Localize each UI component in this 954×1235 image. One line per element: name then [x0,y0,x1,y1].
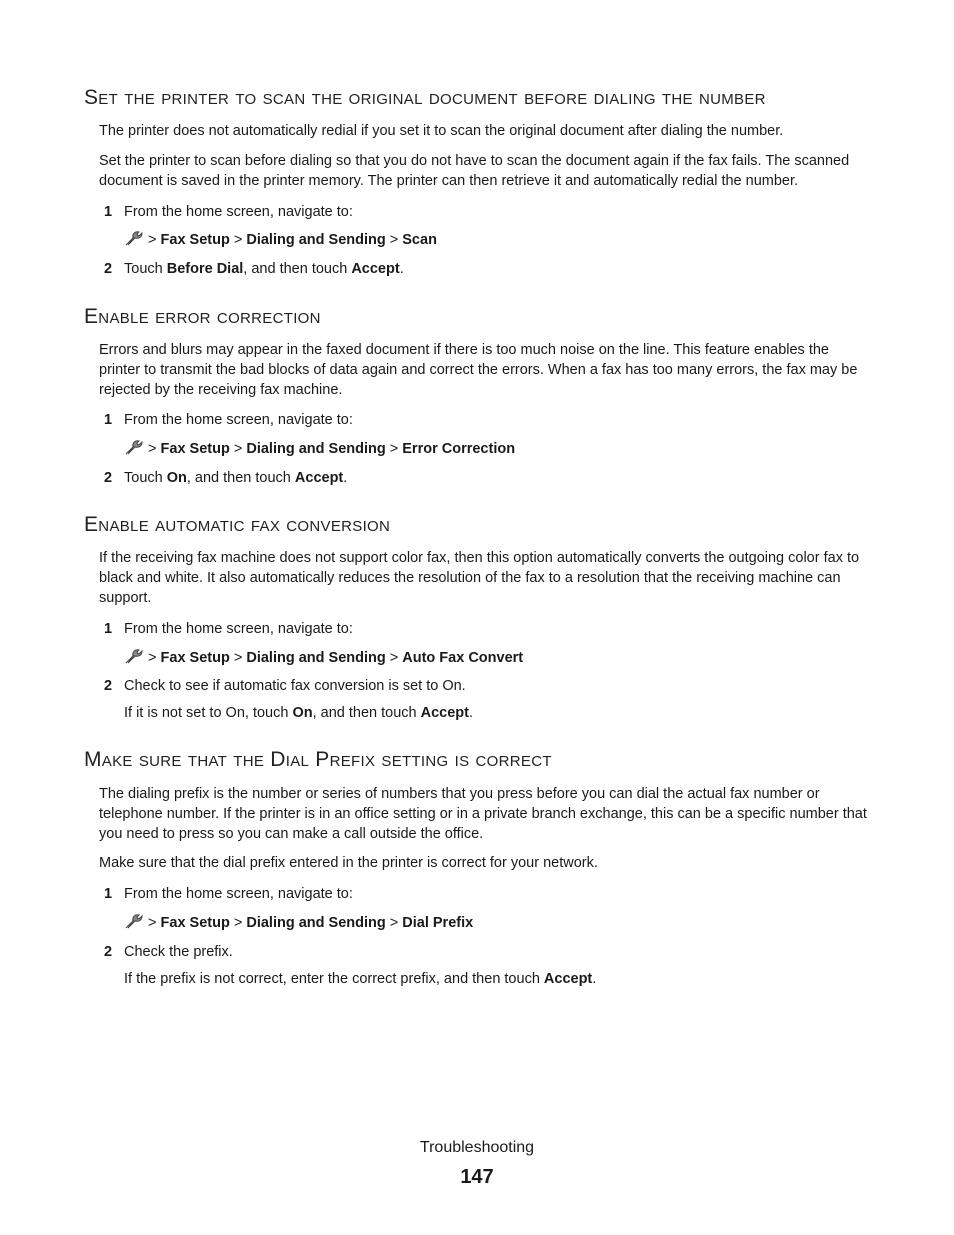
option-label: Accept [351,261,400,277]
step-number: 2 [104,944,113,960]
path-separator: > [233,232,243,248]
footer-section-label: Troubleshooting [419,1139,535,1156]
step-text: , and then touch [243,261,352,277]
path-separator: > [148,915,157,931]
step-text: From the home screen, navigate to: [124,204,353,220]
menu-item: Error Correction [402,441,516,457]
path-separator: > [389,650,399,666]
step-text: From the home screen, navigate to: [124,886,353,902]
path-separator: > [148,232,157,248]
step-text: Touch [124,261,167,277]
option-label: On [166,470,187,486]
step-text: From the home screen, navigate to: [124,412,353,428]
option-label: On [292,705,313,721]
step-text: Check to see if automatic fax conversion is set to On. [124,678,466,694]
step-2 [104,677,874,696]
menu-item: Dialing and Sending [246,232,386,248]
step-number: 1 [104,886,113,902]
path-separator: > [389,232,399,248]
paragraph: Set the printer to scan before dialing so that you do not have to scan the document again if the fax fails. The scanned document is saved in the printer memory. The printer can then retrieve it and automatically redial the number. [99,153,850,189]
step-1 [104,203,874,222]
step-text: From the home screen, navigate to: [124,621,353,637]
path-separator: > [233,650,243,666]
wrench-icon [124,912,144,930]
menu-item: Scan [402,232,437,248]
option-label: Accept [294,470,344,486]
step-2 [104,469,874,488]
option-label: Accept [543,971,593,987]
note-text: , and then touch [312,705,421,721]
menu-item: Fax Setup [160,441,230,457]
path-separator: > [389,915,399,931]
step-1 [104,885,874,904]
step-number: 1 [104,412,113,428]
note-text: . [468,705,474,721]
step-text: Touch [124,470,167,486]
paragraph: The printer does not automatically redial if you set it to scan the original document after dialing the number. [99,123,784,139]
note-text: If the prefix is not correct, enter the correct prefix, and then touch [124,971,544,987]
section-heading-dial-prefix: Make sure that the Dial Prefix setting is correct [84,748,552,771]
page-number: 147 [460,1166,494,1188]
menu-path [124,912,473,933]
section-heading-error-correction: Enable error correction [84,305,321,328]
step-text: . [343,470,348,486]
step-number: 2 [104,470,113,486]
step-note [124,970,596,989]
path-separator: > [233,441,243,457]
path-separator: > [233,915,243,931]
section-heading-scan-before-dial: Set the printer to scan the original document before dialing the number [84,86,766,109]
paragraph: If the receiving fax machine does not support color fax, then this option automatically converts the outgoing color fax to black and white. It also automatically reduces the resolution of the fax to a resolution that the receiving machine can support. [99,550,860,606]
section-heading-auto-fax-conversion: Enable automatic fax conversion [84,513,391,536]
menu-item: Fax Setup [160,915,230,931]
wrench-icon [124,229,144,247]
step-1 [104,620,874,639]
paragraph: Make sure that the dial prefix entered in the printer is correct for your network. [99,855,598,871]
step-text: Check the prefix. [124,944,233,960]
step-number: 2 [104,678,113,694]
step-note [124,704,473,723]
step-number: 1 [104,204,113,220]
path-separator: > [389,441,399,457]
menu-path [124,438,515,459]
note-text: If it is not set to On, touch [124,705,293,721]
step-text: . [399,261,404,277]
wrench-icon [124,438,144,456]
menu-item: Dialing and Sending [246,650,386,666]
step-1 [104,411,874,430]
step-number: 1 [104,621,113,637]
menu-item: Fax Setup [160,232,230,248]
step-2 [104,943,874,962]
menu-item: Dial Prefix [402,915,474,931]
menu-item: Dialing and Sending [246,915,386,931]
option-label: Accept [420,705,469,721]
menu-path [124,647,523,668]
menu-item: Auto Fax Convert [402,650,524,666]
menu-path [124,229,437,250]
step-text: , and then touch [186,470,295,486]
option-label: Before Dial [166,261,244,277]
paragraph: Errors and blurs may appear in the faxed document if there is too much noise on the line. This feature enables the printer to transmit the bad blocks of data again and correct the errors. When a fax has too many errors, the fax may be rejected by the receiving fax machine. [99,342,858,398]
note-text: . [592,971,597,987]
step-2 [104,260,874,279]
step-number: 2 [104,261,113,277]
menu-item: Dialing and Sending [246,441,386,457]
paragraph: The dialing prefix is the number or series of numbers that you press before you can dial the actual fax number or telephone number. If the printer is in an office setting or in a private branch exchange, this can be a specific number that you need to press so you can make a call outside the office. [99,786,867,842]
path-separator: > [148,650,157,666]
path-separator: > [148,441,157,457]
wrench-icon [124,647,144,665]
menu-item: Fax Setup [160,650,230,666]
